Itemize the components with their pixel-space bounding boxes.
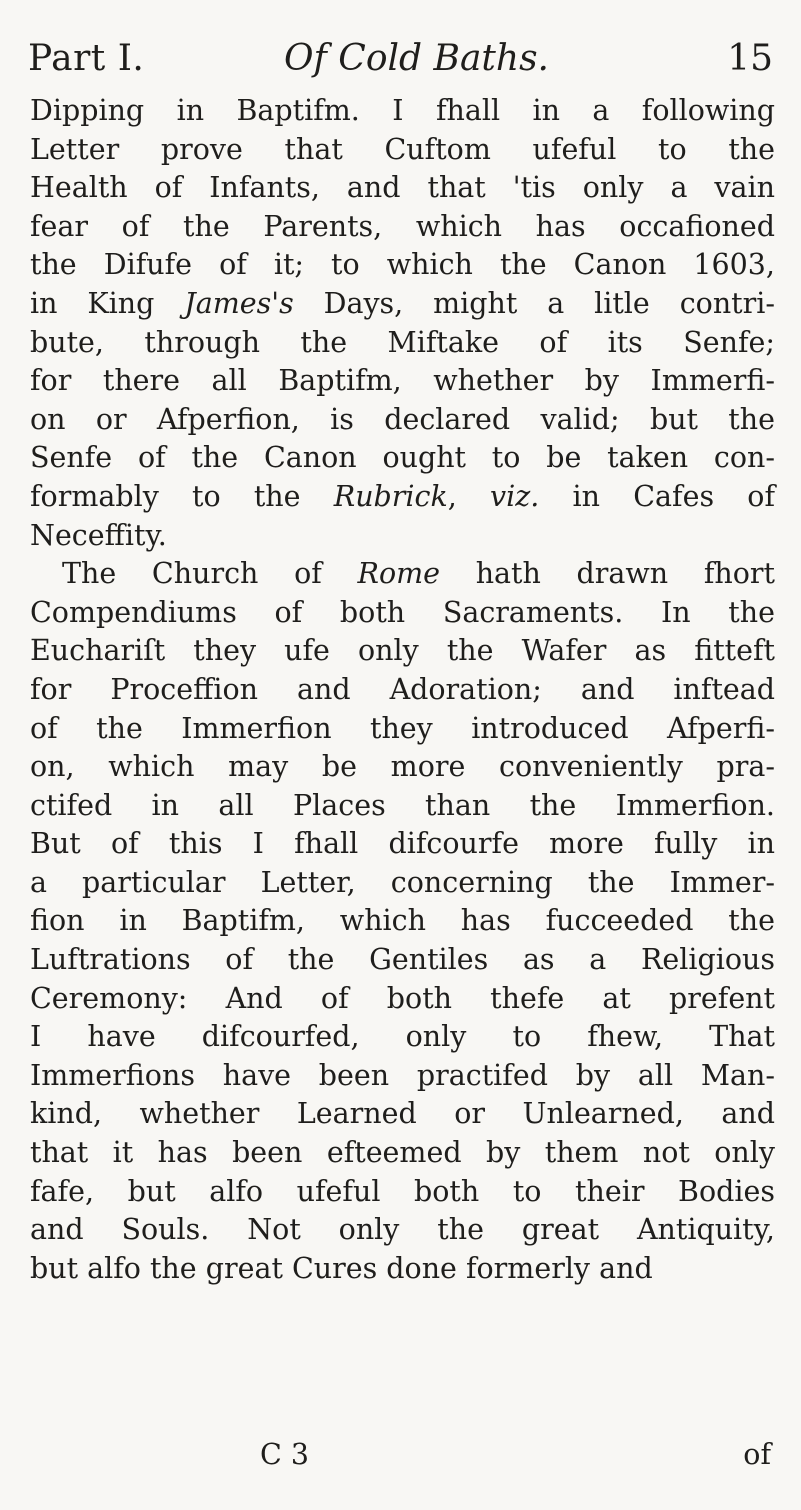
running-title: Of Cold Baths. — [284, 38, 549, 79]
text-line: that it has been efteemed by them not only — [30, 1136, 775, 1170]
italic-term: James's — [184, 286, 294, 320]
text-line — [30, 555, 775, 594]
catchword: of — [743, 1438, 771, 1471]
text-line: Senfe of the Canon ought to be taken con- — [30, 441, 775, 475]
text-line: Compendiums of both Sacraments. In the — [30, 595, 775, 629]
text-line: Letter prove that Cuftom ufeful to the — [30, 132, 775, 166]
text-line — [30, 478, 775, 517]
text-run: formably to the — [30, 479, 334, 513]
text-line: Immerfions have been practifed by all Man- — [30, 1058, 775, 1092]
page-number: 15 — [727, 38, 773, 79]
text-run: , — [447, 479, 491, 513]
text-line: fion in Baptifm, which has fucceeded the — [30, 904, 775, 938]
text-line: Luftrations of the Gentiles as a Religious — [30, 943, 775, 977]
text-line: ctifed in all Places than the Immerfion. — [30, 788, 775, 822]
running-header — [28, 38, 773, 94]
text-run: Days, might a litle contri- — [293, 286, 775, 320]
text-run: in King — [30, 286, 185, 320]
text-line: on or Afperfion, is declared valid; but the — [30, 402, 775, 436]
text-line: a particular Letter, concerning the Immer- — [30, 865, 775, 899]
text-line: I have difcourfed, only to fhew, That — [30, 1020, 775, 1054]
part-label: Part I. — [28, 38, 145, 79]
text-line: fear of the Parents, which has occafioned — [30, 209, 775, 243]
text-line: But of this I fhall difcourfe more fully in — [30, 827, 775, 861]
text-line: Dipping in Baptifm. I fhall in a following — [30, 94, 775, 127]
text-line — [30, 285, 775, 324]
text-run: in Cafes of — [539, 479, 775, 513]
text-line: but alfo the great Cures done formerly and — [30, 1251, 653, 1285]
italic-term: viz. — [490, 479, 540, 513]
text-line: for Proceffion and Adoration; and inftead — [30, 672, 775, 706]
text-line: fafe, but alfo ufeful both to their Bodies — [30, 1174, 775, 1208]
text-line: Health of Infants, and that 'tis only a vain — [30, 171, 775, 205]
text-line: the Difufe of it; to which the Canon 1603, — [30, 248, 775, 282]
text-run: The Church of — [62, 557, 358, 591]
text-line: kind, whether Learned or Unlearned, and — [30, 1097, 775, 1131]
italic-term: Rome — [357, 557, 440, 591]
text-line: and Souls. Not only the great Antiquity, — [30, 1213, 775, 1247]
body-text — [30, 92, 775, 1288]
text-line: Neceffity. — [30, 518, 167, 552]
text-run: hath drawn fhort — [440, 557, 775, 591]
text-line: for there all Baptifm, whether by Immerfi- — [30, 364, 775, 398]
text-line: of the Immerfion they introduced Afperfi- — [30, 711, 775, 745]
text-line: Ceremony: And of both thefe at prefent — [30, 981, 775, 1015]
italic-term: Rubrick — [333, 479, 448, 513]
signature-mark: C 3 — [260, 1438, 309, 1471]
text-line: on, which may be more conveniently pra- — [30, 750, 775, 784]
page-footer — [30, 1438, 775, 1478]
text-line: bute, through the Miftake of its Senfe; — [30, 325, 775, 359]
text-line: Euchariſt they ufe only the Wafer as fitteft — [30, 634, 775, 668]
